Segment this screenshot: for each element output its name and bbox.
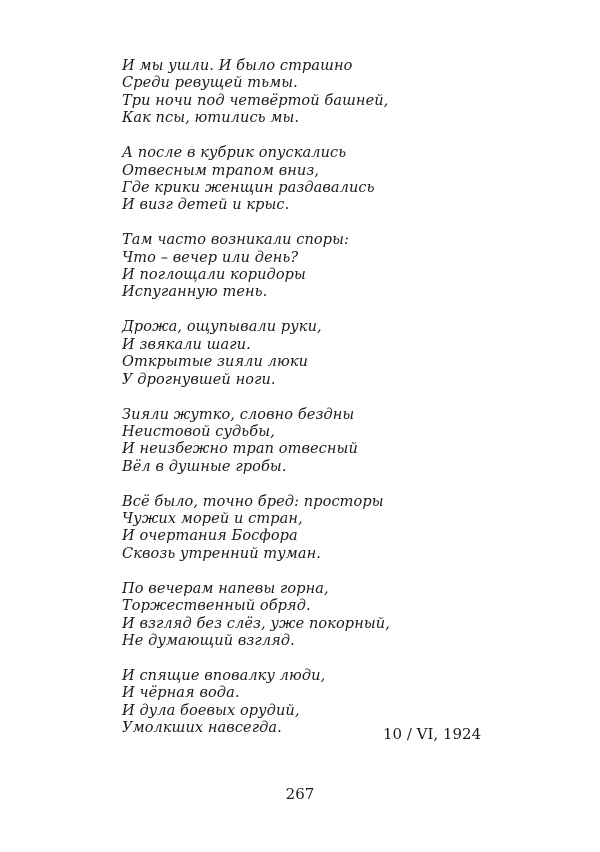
poem-line: У дрогнувшей ноги. <box>122 371 276 388</box>
poem-line: Не думающий взгляд. <box>122 632 295 649</box>
poem-line: И взгляд без слёз, уже покорный, <box>122 615 390 632</box>
poem-line: Сквозь утренний туман. <box>122 545 321 562</box>
poem-line: Испуганную тень. <box>122 284 268 301</box>
poem-line: По вечерам напевы горна, <box>122 580 329 597</box>
poem-line: Чужих морей и стран, <box>122 511 303 528</box>
poem-line: И дула боевых орудий, <box>122 702 300 719</box>
stanza-5 <box>122 407 522 477</box>
stanza-1 <box>122 58 522 128</box>
poem-line: Зияли жутко, словно бездны <box>122 406 355 423</box>
stanza-2 <box>122 145 522 215</box>
poem-line: И неизбежно трап отвесный <box>122 441 358 458</box>
poem-line: Там часто возникали споры: <box>122 232 350 249</box>
poem-line: Отвесным трапом вниз, <box>122 162 320 179</box>
poem-line: Как псы, ютились мы. <box>122 110 300 127</box>
poem-line: Вёл в душные гробы. <box>122 458 287 475</box>
poem-line: Что – вечер или день? <box>122 249 299 266</box>
poem-line: И визг детей и крыс. <box>122 197 290 214</box>
poem-line: И очертания Босфора <box>122 528 298 545</box>
stanza-7 <box>122 581 522 651</box>
poem-line: Три ночи под четвёртой башней, <box>122 92 389 109</box>
poem-line: А после в кубрик опускались <box>122 145 347 162</box>
poem-line: Где крики женщин раздавались <box>122 179 375 196</box>
stanza-4 <box>122 319 522 389</box>
poem-line: И чёрная вода. <box>122 685 240 702</box>
poem-line: Дрожа, ощупывали руки, <box>122 319 322 336</box>
poem-date: 10 / VI, 1924 <box>383 725 482 743</box>
poem-line: Среди ревущей тьмы. <box>122 75 298 92</box>
poem-line: И мы ушли. И было страшно <box>122 58 353 74</box>
poem <box>122 58 522 755</box>
stanza-3 <box>122 232 522 302</box>
poem-line: Открытые зияли люки <box>122 354 309 371</box>
poem-line: Неистовой судьбы, <box>122 423 275 440</box>
poem-line: Торжественный обряд. <box>122 598 311 615</box>
poem-line: Умолкших навсегда. <box>122 720 282 737</box>
page-number: 267 <box>285 785 315 803</box>
stanza-6 <box>122 494 522 564</box>
poem-line: И поглощали коридоры <box>122 267 306 284</box>
poem-line: Всё было, точно бред: просторы <box>122 493 384 510</box>
poem-line: И спящие вповалку люди, <box>122 667 326 684</box>
poem-line: И звякали шаги. <box>122 336 251 353</box>
